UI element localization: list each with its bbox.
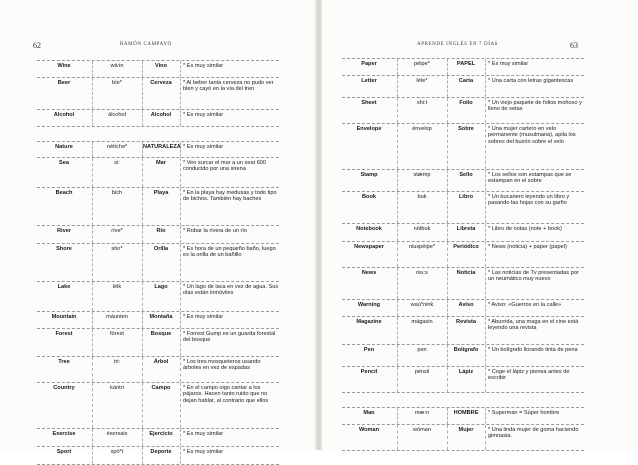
english-word: Sport bbox=[56, 449, 72, 455]
spanish-translation: NATURALEZA bbox=[143, 144, 181, 150]
vocabulary-row bbox=[37, 447, 279, 465]
english-word: Sea bbox=[59, 160, 69, 166]
english-word: Lake bbox=[57, 284, 71, 290]
english-word: Man bbox=[363, 410, 375, 416]
vocabulary-row bbox=[37, 282, 279, 312]
english-word: Mountain bbox=[51, 314, 77, 320]
spanish-translation: Deporte bbox=[150, 449, 172, 455]
column-divider bbox=[485, 268, 486, 299]
mnemonic-description: * Al beber tanta cerveza no pudo ver bien y cayó en la vía del tren bbox=[183, 80, 274, 93]
spanish-translation: Carta bbox=[458, 78, 474, 84]
pronunciation: léik bbox=[112, 284, 122, 290]
pronunciation: shi:t bbox=[416, 100, 428, 106]
pronunciation: fórest bbox=[110, 331, 124, 337]
column-divider bbox=[485, 242, 486, 267]
pronunciation: tri: bbox=[113, 359, 121, 365]
vocabulary-table bbox=[37, 60, 279, 465]
mnemonic-description: * Es muy similar bbox=[183, 144, 224, 150]
column-divider bbox=[180, 226, 181, 243]
spanish-translation: Río bbox=[156, 228, 166, 234]
vocabulary-row bbox=[342, 192, 584, 224]
english-word: Newspaper bbox=[354, 244, 384, 250]
column-divider bbox=[485, 408, 486, 424]
pronunciation: éxersais bbox=[106, 431, 128, 437]
column-divider bbox=[180, 158, 181, 187]
mnemonic-description: * En el campo oigo cantar a los pájaros. Hacen tanto ruido que no dejan hablar, al contrario que ellos bbox=[183, 385, 269, 404]
mnemonic-description: * Un bolígrafo llorando tinta de pena bbox=[488, 347, 578, 353]
vocabulary-row bbox=[342, 76, 584, 98]
english-word: Book bbox=[362, 194, 376, 200]
vocabulary-row bbox=[37, 78, 279, 110]
column-divider bbox=[180, 244, 181, 281]
column-divider bbox=[180, 329, 181, 356]
mnemonic-description: * Una carta con letras gigantescas bbox=[488, 78, 574, 84]
vocabulary-row bbox=[342, 268, 584, 300]
pronunciation: wá:in bbox=[110, 63, 124, 69]
spanish-translation: Aviso bbox=[458, 302, 474, 308]
page-number: 62 bbox=[33, 41, 41, 50]
english-word: Country bbox=[53, 385, 75, 391]
spanish-translation: Lápiz bbox=[458, 369, 474, 375]
spanish-translation: Sobre bbox=[458, 126, 474, 132]
column-divider bbox=[485, 98, 486, 123]
vocabulary-row bbox=[37, 429, 279, 447]
pronunciation: pénsil bbox=[414, 369, 430, 375]
pronunciation: bích bbox=[111, 190, 123, 196]
spanish-translation: Folio bbox=[459, 100, 473, 106]
spanish-translation: Montaña bbox=[149, 314, 173, 320]
spanish-translation: Ejercicio bbox=[149, 431, 173, 437]
vocabulary-row bbox=[37, 188, 279, 226]
vocabulary-row bbox=[37, 244, 279, 282]
english-word: Woman bbox=[358, 427, 380, 433]
english-word: Tree bbox=[58, 359, 70, 365]
column-divider bbox=[485, 345, 486, 366]
english-word: Sheet bbox=[361, 100, 377, 106]
english-word: River bbox=[57, 228, 71, 234]
english-word: Stamp bbox=[360, 172, 378, 178]
pronunciation: nótbuk bbox=[413, 226, 431, 232]
column-divider bbox=[180, 357, 181, 382]
pronunciation: néitchə* bbox=[106, 144, 128, 150]
vocabulary-row bbox=[342, 345, 584, 367]
english-word: Exercise bbox=[52, 431, 76, 437]
pronunciation: kántri bbox=[110, 385, 124, 391]
page-number: 63 bbox=[570, 41, 578, 50]
mnemonic-description: * Libro de notas (note + book) bbox=[488, 226, 562, 232]
pronunciation: péipe* bbox=[414, 61, 430, 67]
vocabulary-row bbox=[342, 367, 584, 393]
pronunciation: bíe* bbox=[112, 80, 122, 86]
vocabulary-row bbox=[37, 158, 279, 188]
vocabulary-row bbox=[37, 357, 279, 383]
pronunciation: álcohol bbox=[108, 112, 126, 118]
vocabulary-row bbox=[342, 407, 584, 425]
vocabulary-row bbox=[37, 226, 279, 244]
spanish-translation: Lago bbox=[154, 284, 168, 290]
pronunciation: stǽmp bbox=[413, 172, 431, 178]
spanish-translation: Campo bbox=[151, 385, 171, 391]
column-divider bbox=[180, 447, 181, 464]
column-divider bbox=[485, 224, 486, 241]
mnemonic-description: * News (noticia) + paper (papel) bbox=[488, 244, 567, 250]
mnemonic-description: * Es muy similar bbox=[183, 449, 224, 455]
spanish-translation: Libreta bbox=[456, 226, 476, 232]
column-divider bbox=[485, 425, 486, 450]
pronunciation: máunten bbox=[106, 314, 128, 320]
mnemonic-description: * Los sellos son estampas que se estampan en el sobre bbox=[488, 172, 572, 185]
column-divider bbox=[485, 124, 486, 169]
column-divider bbox=[485, 170, 486, 191]
mnemonic-description: * Es muy similar bbox=[183, 431, 224, 437]
english-word: Beer bbox=[57, 80, 71, 86]
column-divider bbox=[485, 76, 486, 97]
mnemonic-description: * Superman = Súper hombre bbox=[488, 410, 560, 416]
vocabulary-row bbox=[37, 383, 279, 429]
column-divider bbox=[485, 59, 486, 75]
spanish-translation: Vino bbox=[154, 63, 168, 69]
left-page bbox=[0, 0, 316, 455]
english-word: Nature bbox=[55, 144, 73, 150]
english-word: Warning bbox=[357, 302, 381, 308]
vocabulary-row bbox=[342, 58, 584, 76]
pronunciation: mæ:n bbox=[414, 410, 430, 416]
spanish-translation: Cerveza bbox=[150, 80, 172, 86]
vocabulary-row bbox=[37, 329, 279, 357]
spanish-translation: Revista bbox=[456, 319, 476, 325]
pronunciation: spó*t bbox=[110, 449, 124, 455]
right-page bbox=[322, 0, 638, 450]
column-divider bbox=[180, 110, 181, 126]
mnemonic-description: * Veo surcar el mar a un seat 600 conducido por una sirena bbox=[183, 160, 267, 173]
column-divider bbox=[180, 61, 181, 77]
mnemonic-description: * Una mujer cartero en velo permanente (musulmana), apila los sobres del buzón sobre el velo bbox=[488, 126, 576, 145]
english-word: Envelope bbox=[356, 126, 382, 132]
spanish-translation: Orilla bbox=[153, 246, 169, 252]
english-word: News bbox=[361, 270, 377, 276]
vocabulary-row bbox=[37, 312, 279, 329]
english-word: Alcohol bbox=[53, 112, 75, 118]
spanish-translation: Libro bbox=[459, 194, 473, 200]
mnemonic-description: * Un lago de laca en vez de agua. Sus olas están inmóviles bbox=[183, 284, 279, 297]
column-divider bbox=[180, 383, 181, 428]
spanish-translation: Árbol bbox=[153, 359, 169, 365]
column-divider bbox=[180, 188, 181, 225]
pronunciation: si: bbox=[114, 160, 120, 166]
mnemonic-description: * Es muy similar bbox=[183, 112, 224, 118]
column-divider bbox=[180, 78, 181, 109]
english-word: Pencil bbox=[360, 369, 378, 375]
column-divider bbox=[485, 300, 486, 316]
english-word: Letter bbox=[361, 78, 377, 84]
mnemonic-description: * Es muy similar bbox=[488, 61, 529, 67]
vocabulary-row bbox=[342, 170, 584, 192]
vocabulary-row bbox=[37, 60, 279, 78]
vocabulary-row bbox=[342, 124, 584, 170]
pronunciation: pen bbox=[417, 347, 427, 353]
spanish-translation: Playa bbox=[153, 190, 169, 196]
pronunciation: niuspéipe* bbox=[408, 244, 436, 250]
spanish-translation: PAPEL bbox=[456, 61, 476, 67]
pronunciation: buk bbox=[417, 194, 427, 200]
column-divider bbox=[180, 429, 181, 446]
pronunciation: ríve* bbox=[111, 228, 123, 234]
vocabulary-row bbox=[342, 242, 584, 268]
english-word: Beach bbox=[55, 190, 73, 196]
mnemonic-description: * Aviso: «Guerros en la calle» bbox=[488, 302, 562, 308]
spanish-translation: Sello bbox=[459, 172, 473, 178]
vocabulary-row bbox=[342, 224, 584, 242]
spanish-translation: Noticia bbox=[456, 270, 476, 276]
english-word: Magazine bbox=[356, 319, 382, 325]
mnemonic-description: * Robar la rivera de un río bbox=[183, 228, 248, 234]
mnemonic-description: * Coge el lápiz y piensa antes de escribir bbox=[488, 369, 570, 382]
column-divider bbox=[485, 317, 486, 344]
mnemonic-description: * Una linda mujer de goma haciendo gimnasia. bbox=[488, 427, 579, 440]
mnemonic-description: * Forrest Gump es un guarda forestal del bosque bbox=[183, 331, 276, 344]
vocabulary-table bbox=[342, 58, 584, 451]
running-head: RAMÓN CAMPAYO bbox=[120, 42, 172, 47]
spanish-translation: HOMBRE bbox=[453, 410, 479, 416]
vocabulary-row bbox=[342, 317, 584, 345]
english-word: Forest bbox=[55, 331, 73, 337]
mnemonic-description: * Un viejo paquete de folios mohoso y lleno de setas bbox=[488, 100, 582, 113]
spanish-translation: Bosque bbox=[150, 331, 172, 337]
pronunciation: niu:s bbox=[416, 270, 428, 276]
spanish-translation: Alcohol bbox=[150, 112, 172, 118]
spanish-translation: Bolígrafo bbox=[453, 347, 479, 353]
english-word: Pen bbox=[363, 347, 375, 353]
pronunciation: mágasin bbox=[411, 319, 433, 325]
english-word: Shore bbox=[56, 246, 72, 252]
mnemonic-description: * Es hora de un pequeño baño, luego es la orilla de un bañillo bbox=[183, 246, 276, 259]
english-word: Paper bbox=[361, 61, 377, 67]
column-divider bbox=[180, 312, 181, 328]
vocabulary-row bbox=[342, 425, 584, 451]
column-divider bbox=[485, 192, 486, 223]
english-word: Wine bbox=[57, 63, 71, 69]
spanish-translation: Mujer bbox=[458, 427, 474, 433]
vocabulary-row bbox=[37, 141, 279, 158]
pronunciation: waú*nink bbox=[410, 302, 434, 308]
mnemonic-description: * Es muy similar bbox=[183, 63, 224, 69]
mnemonic-description: * Es muy similar bbox=[183, 314, 224, 320]
mnemonic-description: * Aburrida, una maga en el cine está leyendo una revista bbox=[488, 319, 579, 332]
mnemonic-description: * Un bucanero leyendo un libro y pasando las hojas con su garfio bbox=[488, 194, 570, 207]
pronunciation: wóman bbox=[412, 427, 432, 433]
mnemonic-description: * En la playa hay medusas y todo tipo de bichos. También hay baches bbox=[183, 190, 277, 203]
column-divider bbox=[180, 282, 181, 311]
column-divider bbox=[485, 367, 486, 392]
spanish-translation: Mar bbox=[156, 160, 166, 166]
mnemonic-description: * Las noticias de Tv presentadas por un neumático muy nuevo bbox=[488, 270, 579, 283]
vocabulary-row bbox=[342, 300, 584, 317]
running-head: APRENDE INGLÉS EN 7 DÍAS bbox=[417, 42, 499, 47]
pronunciation: léte* bbox=[416, 78, 428, 84]
pronunciation: énvelop bbox=[412, 126, 432, 132]
vocabulary-row bbox=[37, 110, 279, 127]
english-word: Notebook bbox=[356, 226, 382, 232]
pronunciation: sho* bbox=[111, 246, 123, 252]
mnemonic-description: * Los tres mosqueteros usando árboles en vez de espadas bbox=[183, 359, 261, 372]
vocabulary-row bbox=[342, 98, 584, 124]
spanish-translation: Periódico bbox=[453, 244, 479, 250]
